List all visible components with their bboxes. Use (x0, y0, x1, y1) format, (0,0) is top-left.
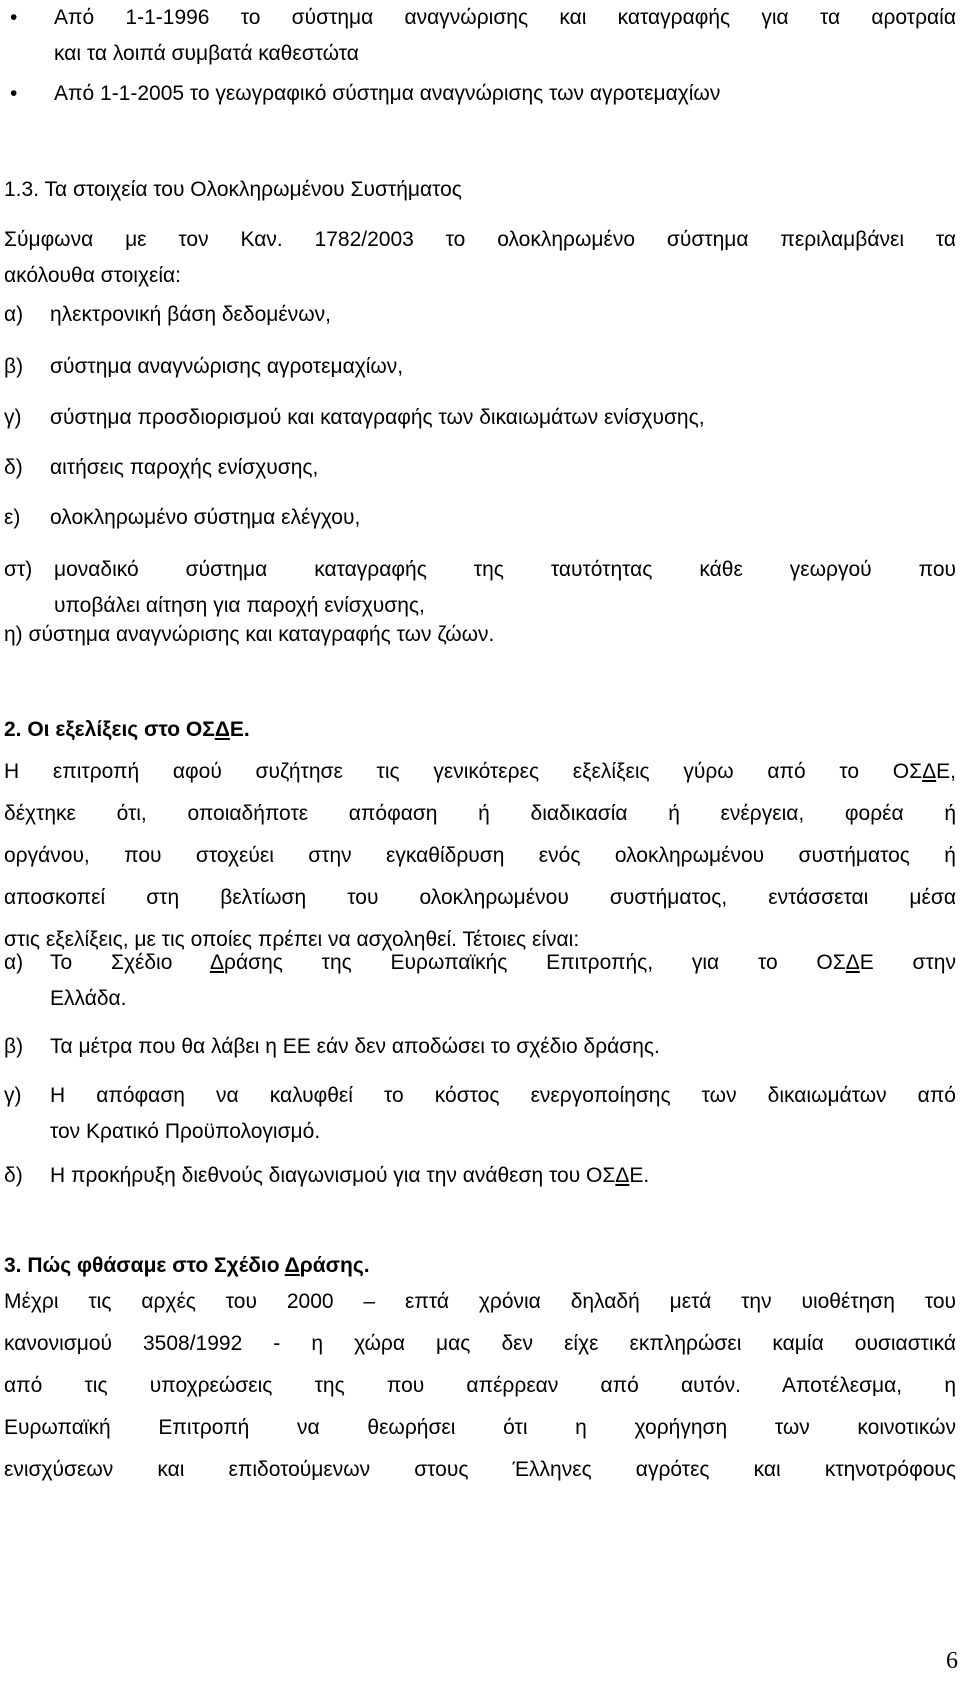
item-text: Τα μέτρα που θα λάβει η ΕΕ εάν δεν αποδώσει το σχέδιο δράσης. (50, 1035, 660, 1058)
item-text: σύστημα προσδιορισμού και καταγραφής των δικαιωμάτων ενίσχυσης, (50, 406, 705, 429)
item-list (4, 1029, 956, 1065)
item-label: δ) (4, 1164, 23, 1187)
item-label: γ) (4, 1084, 22, 1107)
list-item (4, 400, 956, 436)
section-1-3 (4, 172, 956, 294)
list-item (4, 1029, 956, 1065)
heading-part: Δ (284, 1254, 300, 1277)
text-part: Δ (922, 760, 937, 783)
paragraph-line: δέχτηκε ότι, οποιαδήποτε απόφαση ή διαδικασία ή ενέργεια, φορέα ή (4, 802, 956, 825)
heading-part: ράσης. (299, 1254, 370, 1277)
paragraph-line: ακόλουθα στοιχεία: (4, 264, 181, 287)
text-part: Δ (615, 1164, 630, 1187)
heading-part: 3. Πώς φθάσαμε στο Σχέδιο (4, 1254, 285, 1277)
item-text: Ελλάδα. (50, 987, 127, 1010)
text-part: ράσης της Ευρωπαϊκής Επιτροπής, για το ΟΣ (224, 951, 846, 974)
paragraph-line: κανονισμού 3508/1992 - η χώρα μας δεν είχε εκπληρώσει καμία ουσιαστικά (4, 1332, 956, 1355)
item-list (4, 1078, 956, 1150)
paragraph-line (4, 754, 956, 790)
list-item (4, 500, 956, 536)
item-label: η) (4, 623, 23, 646)
item-label: β) (4, 1035, 24, 1058)
item-text: σύστημα αναγνώρισης αγροτεμαχίων, (50, 355, 404, 378)
item-list (4, 552, 956, 624)
heading-part: Δ (214, 718, 230, 741)
list-item (4, 297, 956, 333)
item-list (4, 349, 956, 385)
item-text: Η απόφαση να καλυφθεί το κόστος ενεργοποίησης των δικαιωμάτων από (50, 1084, 956, 1107)
item-text: ηλεκτρονική βάση δεδομένων, (50, 303, 331, 326)
item-text (50, 1158, 956, 1194)
list-item (4, 1078, 956, 1150)
text-part: Ε, (936, 760, 956, 783)
list-item (4, 617, 956, 653)
section-heading (4, 712, 956, 748)
list-item (4, 450, 956, 486)
text-part: Το Σχέδιο (50, 951, 211, 974)
item-list (4, 617, 956, 653)
item-text: ολοκληρωμένο σύστημα ελέγχου, (50, 506, 361, 529)
paragraph-line: Ευρωπαϊκή Επιτροπή να θεωρήσει ότι η χορήγηση των κοινοτικών (4, 1416, 956, 1439)
bullet-icon: • (10, 6, 18, 29)
paragraph-line: οργάνου, που στοχεύει στην εγκαθίδρυση ενός ολοκληρωμένου συστήματος ή (4, 844, 956, 867)
text-part: Δ (845, 951, 860, 974)
list-item (4, 552, 956, 624)
paragraph-line: Σύμφωνα με τον Καν. 1782/2003 το ολοκληρωμένο σύστημα περιλαμβάνει τα (4, 228, 956, 251)
paragraph-line: Μέχρι τις αρχές του 2000 – επτά χρόνια δηλαδή μετά την υιοθέτηση του (4, 1290, 956, 1313)
paragraph-line: ενισχύσεων και επιδοτούμενων στους Έλληνες αγρότες και κτηνοτρόφους (4, 1458, 956, 1481)
list-item (4, 349, 956, 385)
bullet-text-line: και τα λοιπά συμβατά καθεστώτα (54, 42, 359, 65)
paragraph-line: από τις υποχρεώσεις της που απέρρεαν από αυτόν. Αποτέλεσμα, η (4, 1374, 956, 1397)
item-list (4, 1158, 956, 1194)
section-heading (4, 1248, 956, 1284)
item-label: α) (4, 951, 24, 974)
item-list (4, 945, 956, 1017)
item-label: β) (4, 355, 24, 378)
bullet-list (4, 0, 956, 112)
bullet-icon: • (10, 82, 18, 105)
item-label: στ) (4, 558, 33, 581)
item-label: ε) (4, 506, 21, 529)
text-part: Ε. (629, 1164, 650, 1187)
item-list (4, 500, 956, 536)
item-list (4, 297, 956, 333)
section-heading: 1.3. Τα στοιχεία του Ολοκληρωμένου Συστήματος (4, 178, 462, 201)
item-text: μοναδικό σύστημα καταγραφής της ταυτότητας κάθε γεωργού που (54, 558, 956, 581)
text-part: Η επιτροπή αφού συζήτησε τις γενικότερες εξελίξεις γύρω από το ΟΣ (4, 760, 923, 783)
item-label: δ) (4, 456, 23, 479)
list-item (4, 945, 956, 1017)
page-number: 6 (946, 1648, 958, 1674)
item-text (50, 945, 956, 981)
section-3 (4, 1248, 956, 1488)
paragraph-line: αποσκοπεί στη βελτίωση του ολοκληρωμένου συστήματος, εντάσσεται μέσα (4, 886, 956, 909)
item-list (4, 400, 956, 436)
item-text: τον Κρατικό Προϋπολογισμό. (50, 1120, 321, 1143)
bullet-text-line: Από 1-1-2005 το γεωγραφικό σύστημα αναγνώρισης των αγροτεμαχίων (54, 82, 721, 105)
paragraph-line: στις εξελίξεις, με τις οποίες πρέπει να ασχοληθεί. Τέτοιες είναι: (4, 928, 580, 951)
bullet-item (4, 0, 956, 72)
item-list (4, 450, 956, 486)
text-part: Η προκήρυξη διεθνούς διαγωνισμού για την ανάθεση του ΟΣ (50, 1164, 616, 1187)
bullet-text-line: Από 1-1-1996 το σύστημα αναγνώρισης και καταγραφής για τα αροτραία (54, 6, 956, 29)
text-part: Ε στην (859, 951, 956, 974)
section-2 (4, 712, 956, 958)
bullet-item (4, 76, 956, 112)
item-label: α) (4, 303, 24, 326)
item-label: γ) (4, 406, 22, 429)
text-part: Δ (210, 951, 225, 974)
list-item (4, 1158, 956, 1194)
heading-part: 2. Οι εξελίξεις στο ΟΣ (4, 718, 215, 741)
item-text: σύστημα αναγνώρισης και καταγραφής των ζώων. (28, 623, 495, 646)
heading-part: Ε. (229, 718, 250, 741)
item-text: αιτήσεις παροχής ενίσχυσης, (50, 456, 319, 479)
item-text: υποβάλει αίτηση για παροχή ενίσχυσης, (54, 594, 425, 617)
